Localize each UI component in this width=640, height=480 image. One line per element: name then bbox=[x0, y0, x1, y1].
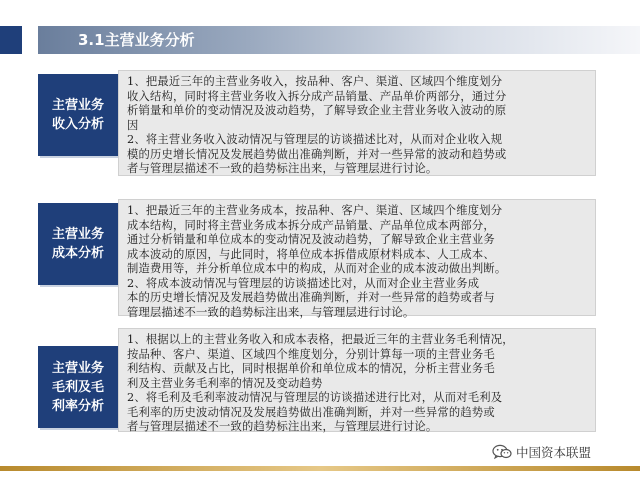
footer-logo-text: 中国资本联盟 bbox=[516, 445, 592, 460]
section-label-text: 主营业务 成本分析 bbox=[51, 227, 104, 261]
section-label-cost bbox=[38, 203, 118, 285]
section-label-text: 主营业务 收入分析 bbox=[51, 98, 104, 132]
footer-logo bbox=[492, 442, 591, 462]
section-text-cost bbox=[118, 199, 596, 319]
section-paragraph: 1、把最近三年的主营业务收入，按品种、客户、渠道、区域四个维度划分 收入结构，同时将主营业务收入拆分成产品销量、产品单价两部分，通过分 析销量和单价的变动情况及波动趋势，了解导致企业主营业务收入波动的原 因 bbox=[127, 75, 507, 132]
section-label-text: 主营业务 毛利及毛 利率分析 bbox=[51, 360, 104, 414]
section-paragraph: 2、将主营业务收入波动情况与管理层的访谈描述比对，从而对企业收入规 模的历史增长情况及发展趋势做出准确判断，并对一些异常的波动和趋势或 者与管理层描述不一致的趋势标注出来，与管理层进行讨论。 bbox=[127, 133, 507, 175]
section-paragraph: 1、把最近三年的主营业务成本，按品种、客户、渠道、区域四个维度划分 成本结构，同时将主营业务成本拆分成产品销量、产品单位成本两部分， 通过分析销量和单位成本的变动情况及波动趋势，了解导致企业主营业务 成本波动的原因，与此同时，将单位成本拆借成原材料成本、人工成本、 制造费用等，并分析单位成本中的构成，从而对企业的成本波动做出判断。 bbox=[127, 204, 507, 275]
section-label-margin bbox=[38, 346, 118, 428]
page-title: 3.1主营业务分析 bbox=[78, 31, 195, 49]
wechat-icon bbox=[492, 444, 512, 460]
section-label-revenue bbox=[38, 74, 118, 156]
section-text-revenue bbox=[118, 70, 596, 176]
section-text-margin bbox=[118, 328, 596, 432]
header-accent-block bbox=[0, 26, 22, 54]
footer-divider bbox=[0, 466, 640, 471]
section-paragraph: 2、将成本波动情况与管理层的访谈描述比对，从而对企业主营业务成 本的历史增长情况及发展趋势做出准确判断，并对一些异常的趋势或者与 管理层描述不一致的趋势标注出来，与管理层进行讨论。 bbox=[127, 276, 495, 319]
section-paragraph: 2、将毛利及毛利率波动情况与管理层的访谈描述进行比对，从而对毛利及 毛利率的历史波动情况及发展趋势做出准确判断，并对一些异常的趋势或 者与管理层描述不一致的趋势标注出来，与管理层进行讨论。 bbox=[127, 391, 503, 433]
section-paragraph: 1、根据以上的主营业务收入和成本表格，把最近三年的主营业务毛利情况， 按品种、客户、渠道、区域四个维度划分，分别计算每一项的主营业务毛 利结构、贡献及占比，同时根据单价和单位成本的情况，分析主营业务毛 利及主营业务毛利率的情况及变动趋势 bbox=[127, 333, 514, 390]
